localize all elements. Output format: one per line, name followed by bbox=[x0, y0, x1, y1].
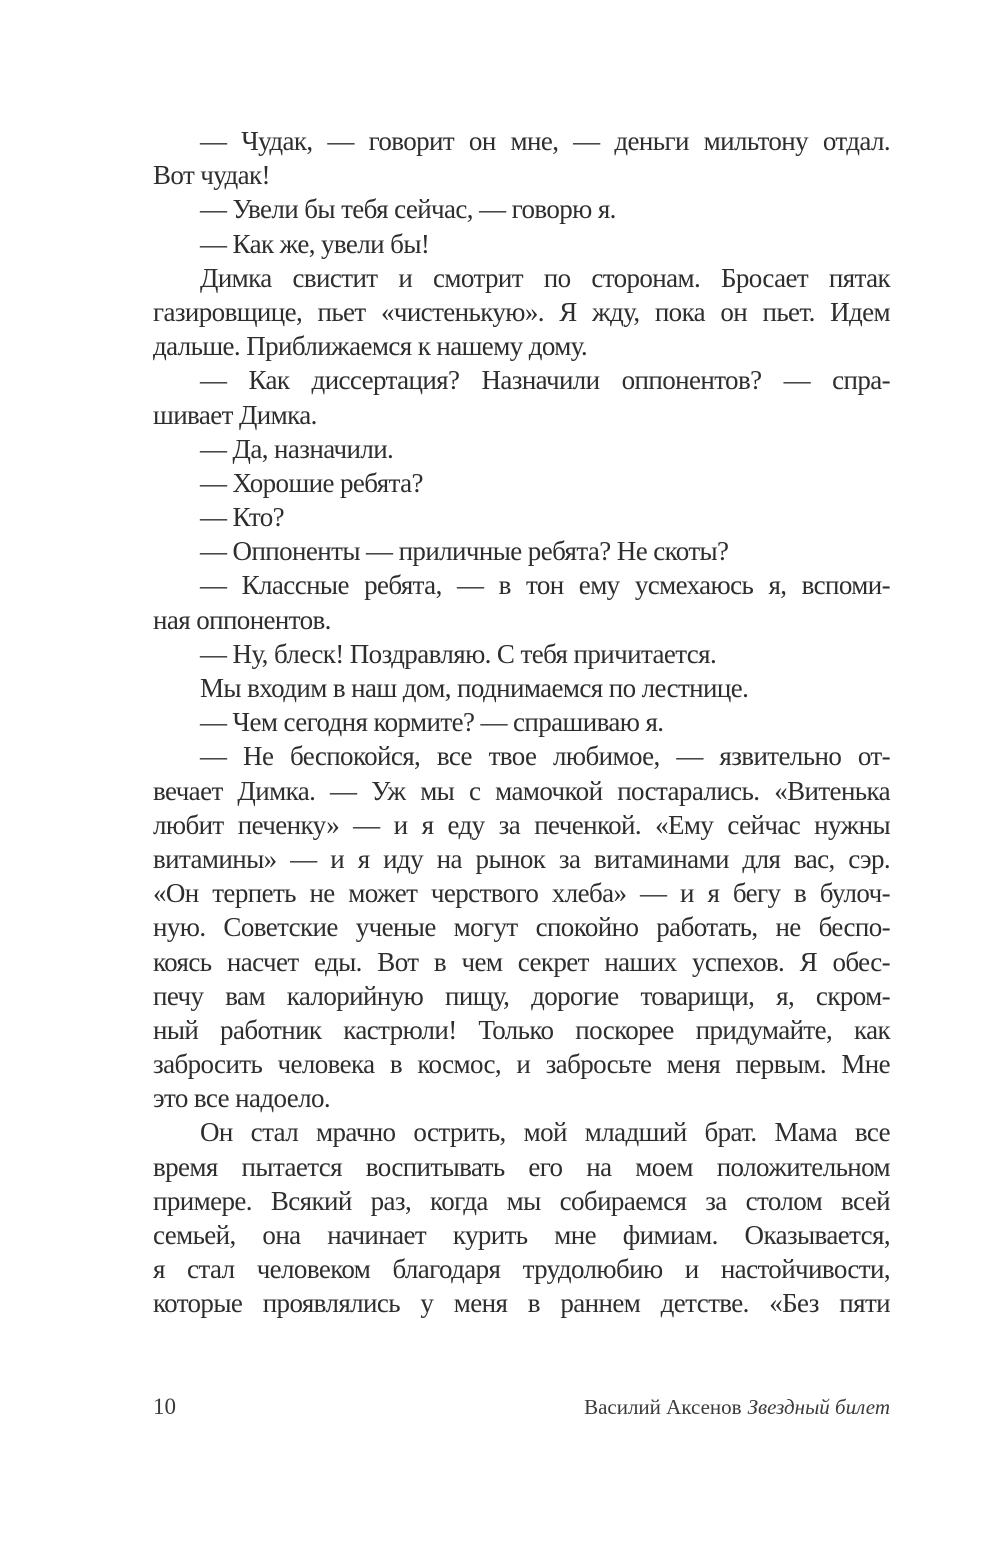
text-line: — Увели бы тебя сейчас, — говорю я. bbox=[200, 194, 616, 225]
text-line: — Чудак, — говорит он мне, — деньги мильтону отдал. bbox=[200, 126, 890, 156]
text-line: любит печенку» — и я еду за печенкой. «Ему сейчас нужны bbox=[153, 809, 890, 840]
text-line: коясь насчет еды. Вот в чем секрет наших успехов. Я обес- bbox=[153, 946, 890, 977]
text-line: — Ну, блеск! Поздравляю. С тебя причитается. bbox=[200, 638, 717, 669]
running-head bbox=[584, 1395, 890, 1420]
text-line: Вот чудак! bbox=[153, 160, 270, 191]
text-line: вечает Димка. — Уж мы с мамочкой постарались. «Витенька bbox=[153, 775, 890, 806]
text-line: печу вам калорийную пищу, дорогие товарищи, я, скром- bbox=[153, 980, 890, 1011]
text-line: Он стал мрачно острить, мой младший брат. Мама все bbox=[200, 1117, 890, 1148]
text-line: «Он терпеть не может черствого хлеба» — и я бегу в булоч- bbox=[153, 878, 890, 909]
text-line: примере. Всякий раз, когда мы собираемся за столом всей bbox=[153, 1185, 890, 1216]
text-line: забросить человека в космос, и забросьте меня первым. Мне bbox=[153, 1049, 890, 1080]
text-line: — Да, назначили. bbox=[200, 433, 394, 464]
text-line: — Как же, увели бы! bbox=[200, 228, 430, 259]
text-line: ную. Советские ученые могут спокойно работать, не беспо- bbox=[153, 912, 890, 943]
author-name: Василий Аксенов bbox=[584, 1395, 742, 1419]
text-line: время пытается воспитывать его на моем положительном bbox=[153, 1151, 890, 1182]
text-line: дальше. Приближаемся к нашему дому. bbox=[153, 331, 588, 362]
text-line: газировщице, пьет «чистенькую». Я жду, пока он пьет. Идем bbox=[153, 296, 890, 327]
text-line: ный работник кастрюли! Только поскорее придумайте, как bbox=[153, 1014, 890, 1045]
text-line: семьей, она начинает курить мне фимиам. Оказывается, bbox=[153, 1220, 890, 1250]
page-number: 10 bbox=[153, 1394, 176, 1419]
text-line: это все надоело. bbox=[153, 1083, 331, 1114]
text-line: я стал человеком благодаря трудолюбию и настойчивости, bbox=[153, 1254, 890, 1285]
text-line: ная оппонентов. bbox=[153, 604, 331, 635]
page-body bbox=[153, 124, 890, 1321]
text-line: — Оппоненты — приличные ребята? Не скоты? bbox=[200, 536, 729, 567]
text-line: витамины» — и я иду на рынок за витаминами для вас, сэр. bbox=[153, 843, 890, 874]
text-line: — Хорошие ребята? bbox=[200, 467, 423, 498]
book-title: Звездный билет bbox=[747, 1395, 890, 1419]
text-line: которые проявлялись у меня в раннем детстве. «Без пяти bbox=[153, 1288, 890, 1319]
page-footer bbox=[153, 1394, 890, 1420]
text-line: Мы входим в наш дом, поднимаемся по лестнице. bbox=[200, 673, 749, 703]
text-line: — Классные ребята, — в тон ему усмехаюсь я, вспоми- bbox=[200, 570, 890, 601]
text-line: шивает Димка. bbox=[153, 399, 317, 430]
text-line: — Как диссертация? Назначили оппонентов? — спра- bbox=[200, 365, 890, 396]
text-line: — Чем сегодня кормите? — спрашиваю я. bbox=[200, 707, 664, 738]
text-line: — Кто? bbox=[200, 502, 285, 533]
text-line: — Не беспокойся, все твое любимое, — язвительно от- bbox=[200, 741, 890, 772]
text-line: Димка свистит и смотрит по сторонам. Бросает пятак bbox=[200, 262, 890, 293]
